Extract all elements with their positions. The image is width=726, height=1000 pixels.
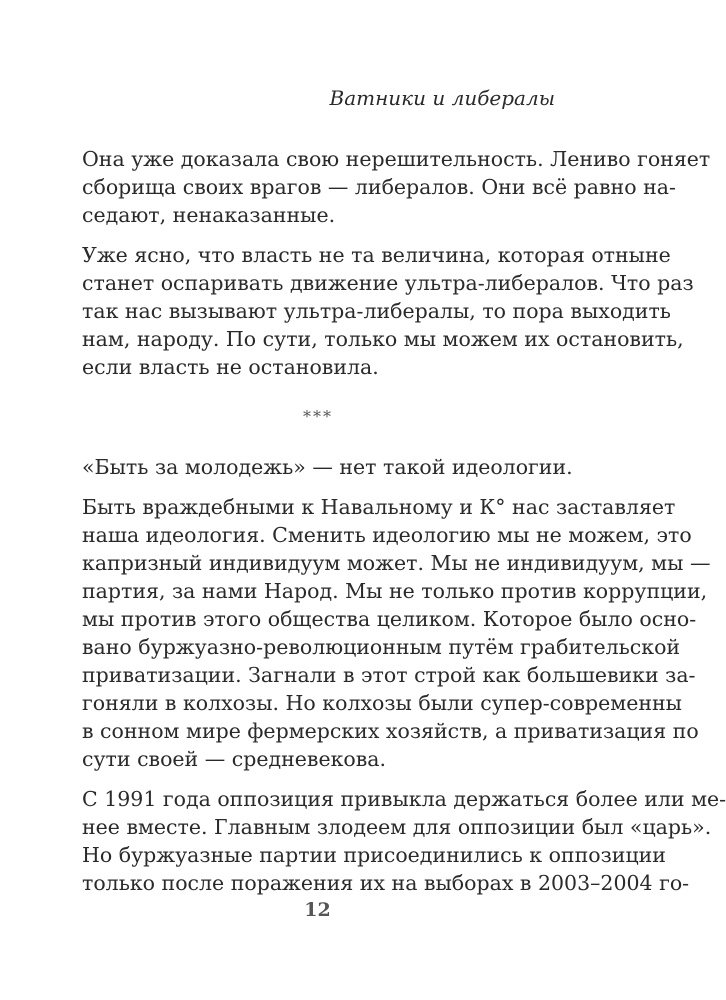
text-line: Она уже доказала свою нерешительность. Лениво гоняет <box>82 147 711 171</box>
paragraph <box>82 493 711 773</box>
section-b <box>82 453 726 897</box>
text-line: приватизации. Загнали в этот строй как большевики за- <box>82 663 696 687</box>
text-line: в сонном мире фермерских хозяйств, а приватизация по <box>82 719 699 743</box>
text-line: мы против этого общества целиком. Которое было осно- <box>82 607 697 631</box>
text-line: так нас вызывают ультра-либералы, то пора выходить <box>82 299 671 323</box>
text-line: Быть враждебными к Навальному и К° нас заставляет <box>82 495 676 519</box>
text-line: капризный индивидуум может. Мы не индивидуум, мы — <box>82 551 711 575</box>
paragraph <box>82 453 573 481</box>
text-line: сборища своих врагов — либералов. Они всё равно на- <box>82 175 676 199</box>
section-separator: *** <box>303 407 333 426</box>
text-line: гоняли в колхозы. Но колхозы были супер-современны <box>82 691 682 715</box>
section-a <box>82 145 711 381</box>
running-head: Ватники и либералы <box>329 86 555 110</box>
text-line: наша идеология. Сменить идеологию мы не можем, это <box>82 523 692 547</box>
text-line: «Быть за молодежь» — нет такой идеологии. <box>82 455 573 479</box>
text-line: сути своей — средневекова. <box>82 747 387 771</box>
text-line: если власть не остановила. <box>82 355 379 379</box>
paragraph <box>82 145 711 229</box>
text-line: партия, за нами Народ. Мы не только против коррупции, <box>82 579 708 603</box>
text-line: нее вместе. Главным злодеем для оппозиции был «царь». <box>82 815 712 839</box>
text-line: Но буржуазные партии присоединились к оппозиции <box>82 843 666 867</box>
text-line: станет оспаривать движение ультра-либералов. Что раз <box>82 271 694 295</box>
text-line: С 1991 года оппозиция привыкла держаться более или ме- <box>82 787 726 811</box>
text-line: нам, народу. По сути, только мы можем их остановить, <box>82 327 684 351</box>
body-text <box>82 145 726 909</box>
paragraph <box>82 241 694 381</box>
text-line: вано буржуазно-революционным путём грабительской <box>82 635 681 659</box>
text-line: седают, ненаказанные. <box>82 203 336 227</box>
text-line: Уже ясно, что власть не та величина, которая отныне <box>82 243 671 267</box>
text-line: только после поражения их на выборах в 2003–2004 го- <box>82 871 690 895</box>
page-number: 12 <box>304 899 331 921</box>
paragraph <box>82 785 726 897</box>
